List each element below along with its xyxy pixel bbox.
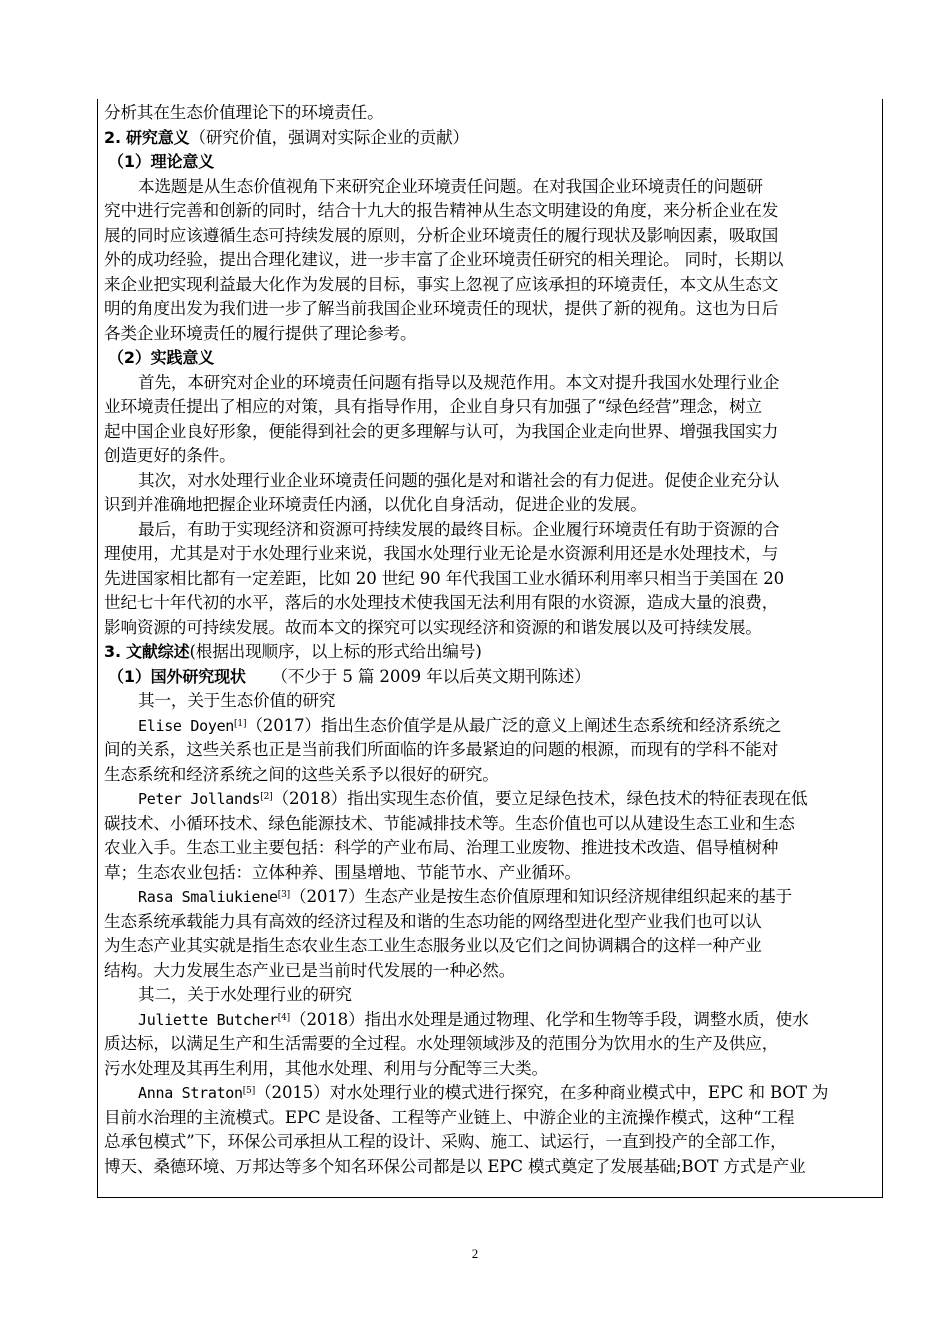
section-heading-2: 2. 研究意义（研究价值，强调对实际企业的贡献） (104, 127, 469, 147)
paragraph-line: 结构。大力发展生态产业已是当前时代发展的一种必然。 (104, 960, 516, 980)
paragraph-line: 为生态产业其实就是指生态农业生态工业生态服务业以及它们之间协调耦合的这样一种产业 (104, 936, 762, 955)
subheading-foreign: （1）国外研究现状 （不少于 5 篇 2009 年以后英文期刊陈述） (108, 666, 591, 686)
paragraph-line: 世纪七十年代初的水平，落后的水处理技术使我国无法利用有限的水资源，造成大量的浪费， (104, 593, 779, 612)
paragraph-line: 明的角度出发为我们进一步了解当前我国企业环境责任的现状，提供了新的视角。这也为日后 (104, 299, 779, 318)
page-number: 2 (471, 1246, 479, 1261)
paragraph-line: 影响资源的可持续发展。故而本文的探究可以实现经济和资源的和谐发展以及可持续发展。 (104, 617, 762, 637)
paragraph-line: 创造更好的条件。 (104, 446, 236, 465)
paragraph-line: 本选题是从生态价值视角下来研究企业环境责任问题。在对我国企业环境责任的问题研 (138, 176, 763, 196)
paragraph-line: 最后，有助于实现经济和资源可持续发展的最终目标。企业履行环境责任有助于资源的合 (138, 519, 780, 539)
paragraph-line: 理使用，尤其是对于水处理行业来说，我国水处理行业无论是水资源利用还是水处理技术，与 (104, 544, 779, 563)
subheading-practice: （2）实践意义 (108, 348, 215, 367)
paragraph-line: 各类企业环境责任的履行提供了理论参考。 (104, 323, 417, 343)
paragraph-line: 业环境责任提出了相应的对策，具有指导作用，企业自身只有加强了“绿色经营”理念，树立 (104, 397, 762, 416)
paragraph-line: 展的同时应该遵循生态可持续发展的原则，分析企业环境责任的履行现状及影响因素，吸取国 (104, 225, 779, 245)
document-body (104, 101, 878, 1179)
paragraph-line: 农业入手。生态工业主要包括：科学的产业布局、治理工业废物、推进技术改造、倡导植树种 (104, 838, 779, 857)
paragraph-line: 外的成功经验，提出合理化建议，进一步丰富了企业环境责任研究的相关理论。 同时，长期以 (104, 250, 784, 269)
paragraph-line: 其次，对水处理行业企业环境责任问题的强化是对和谐社会的有力促进。促使企业充分认 (138, 470, 780, 490)
paragraph-line: 间的关系，这些关系也正是当前我们所面临的许多最紧迫的问题的根源，而现有的学科不能对 (104, 740, 779, 759)
paragraph-line: 碳技术、小循环技术、绿色能源技术、节能减排技术等。生态价值也可以从建设生态工业和生态 (104, 813, 795, 833)
section-heading-3: 3. 文献综述(根据出现顺序，以上标的形式给出编号) (104, 642, 482, 661)
paragraph-line: 来企业把实现利益最大化作为发展的目标，事实上忽视了应该承担的环境责任，本文从生态文 (104, 274, 779, 294)
paragraph-line: 草；生态农业包括：立体种养、围垦增地、节能节水、产业循环。 (104, 862, 581, 882)
reference-line-3: Rasa Smaliukiene[3]（2017）生态产业是按生态价值原理和知识经济规律组织起来的基于 (138, 887, 793, 906)
reference-line-2: Peter Jollands[2]（2018）指出实现生态价值，要立足绿色技术，绿色技术的特征表现在低 (138, 789, 808, 808)
reference-line-1: Elise Doyen[1]（2017）指出生态价值学是从最广泛的意义上阐述生态系统和经济系统之 (138, 715, 782, 735)
reference-line-5: Anna Straton[5]（2015）对水处理行业的模式进行探究，在多种商业模式中，EPC 和 BOT 为 (138, 1083, 829, 1102)
paragraph-line: 质达标，以满足生产和生活需要的全过程。水处理领域涉及的范围分为饮用水的生产及供应， (104, 1034, 779, 1053)
text-line: 分析其在生态价值理论下的环境责任。 (104, 103, 384, 122)
paragraph-line: 其一，关于生态价值的研究 (138, 691, 336, 710)
paragraph-line: 污水处理及其再生利用，其他水处理、利用与分配等三大类。 (104, 1058, 548, 1078)
paragraph-line: 博天、桑德环境、万邦达等多个知名环保公司都是以 EPC 模式奠定了发展基础;BOT 方式是产业 (104, 1156, 806, 1176)
paragraph-line: 生态系统承载能力具有高效的经济过程及和谐的生态功能的网络型进化型产业我们也可以认 (104, 911, 762, 931)
paragraph-line: 先进国家相比都有一定差距，比如 20 世纪 90 年代我国工业水循环利用率只相当于美国在 20 (104, 568, 785, 588)
paragraph-line: 首先，本研究对企业的环境责任问题有指导以及规范作用。本文对提升我国水处理行业企 (138, 372, 780, 392)
paragraph-line: 识到并准确地把握企业环境责任内涵，以优化自身活动，促进企业的发展。 (104, 495, 647, 514)
paragraph-line: 起中国企业良好形象，便能得到社会的更多理解与认可，为我国企业走向世界、增强我国实力 (104, 421, 779, 441)
paragraph-line: 总承包模式”下，环保公司承担从工程的设计、采购、施工、试运行，一直到投产的全部工作， (104, 1132, 787, 1151)
paragraph-line: 究中进行完善和创新的同时，结合十九大的报告精神从生态文明建设的角度，来分析企业在发 (104, 201, 779, 220)
paragraph-line: 目前水治理的主流模式。EPC 是设备、工程等产业链上、中游企业的主流操作模式，这种“工程 (104, 1107, 795, 1127)
paragraph-line: 其二，关于水处理行业的研究 (138, 985, 352, 1004)
reference-line-4: Juliette Butcher[4]（2018）指出水处理是通过物理、化学和生物等手段，调整水质，使水 (138, 1009, 809, 1029)
subheading-theory: （1）理论意义 (108, 152, 215, 171)
paragraph-line: 生态系统和经济系统之间的这些关系予以很好的研究。 (104, 764, 499, 784)
